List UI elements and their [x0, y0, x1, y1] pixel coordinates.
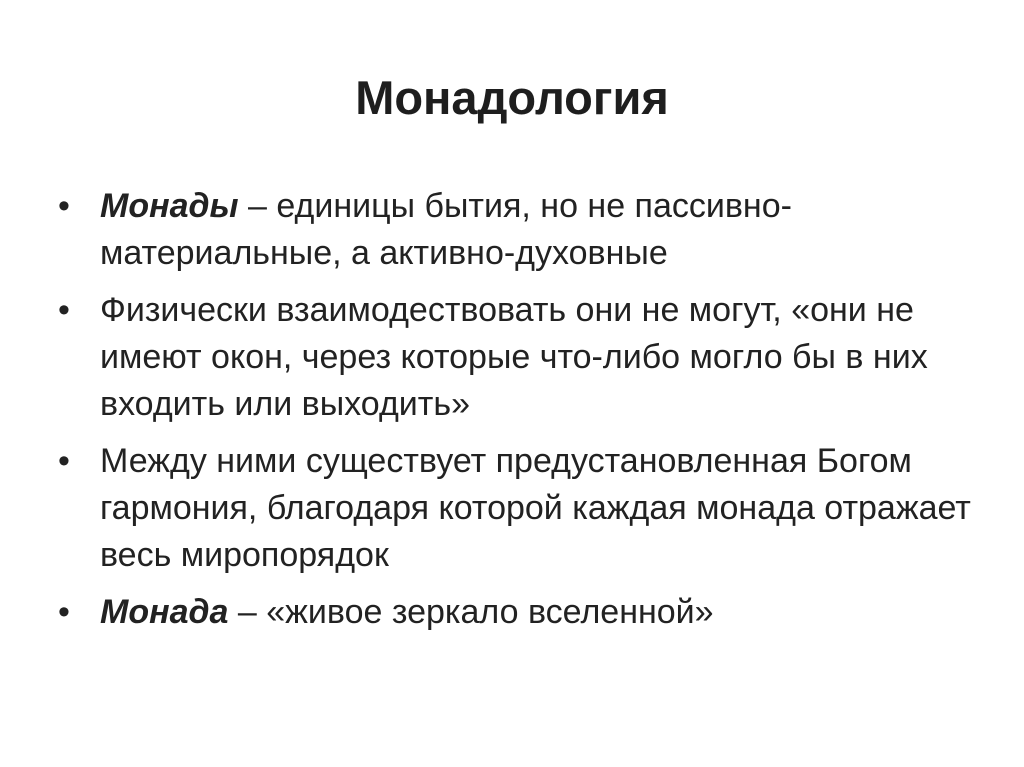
- bullet-item: [58, 438, 978, 579]
- bullet-marker: •: [58, 593, 70, 631]
- bullet-term: Монада: [100, 593, 229, 631]
- bullet-text: Физически взаимодествовать они не могут, «они не имеют окон, через которые что-либо могло бы в них входить или выходить»: [100, 291, 928, 423]
- bullet-list: [58, 183, 978, 646]
- bullet-text: Между ними существует предустановленная Богом гармония, благодаря которой каждая монада отражает весь миропорядок: [100, 442, 971, 574]
- bullet-marker: •: [58, 187, 70, 225]
- bullet-item: [58, 589, 978, 636]
- bullet-marker: •: [58, 291, 70, 329]
- bullet-text: – единицы бытия, но не пассивно-материальные, а активно-духовные: [100, 187, 792, 272]
- bullet-item: [58, 183, 978, 277]
- bullet-marker: •: [58, 442, 70, 480]
- bullet-item: [58, 287, 978, 428]
- slide-title: Монадология: [355, 71, 669, 124]
- bullet-term: Монады: [100, 187, 239, 225]
- bullet-text: – «живое зеркало вселенной»: [228, 593, 714, 631]
